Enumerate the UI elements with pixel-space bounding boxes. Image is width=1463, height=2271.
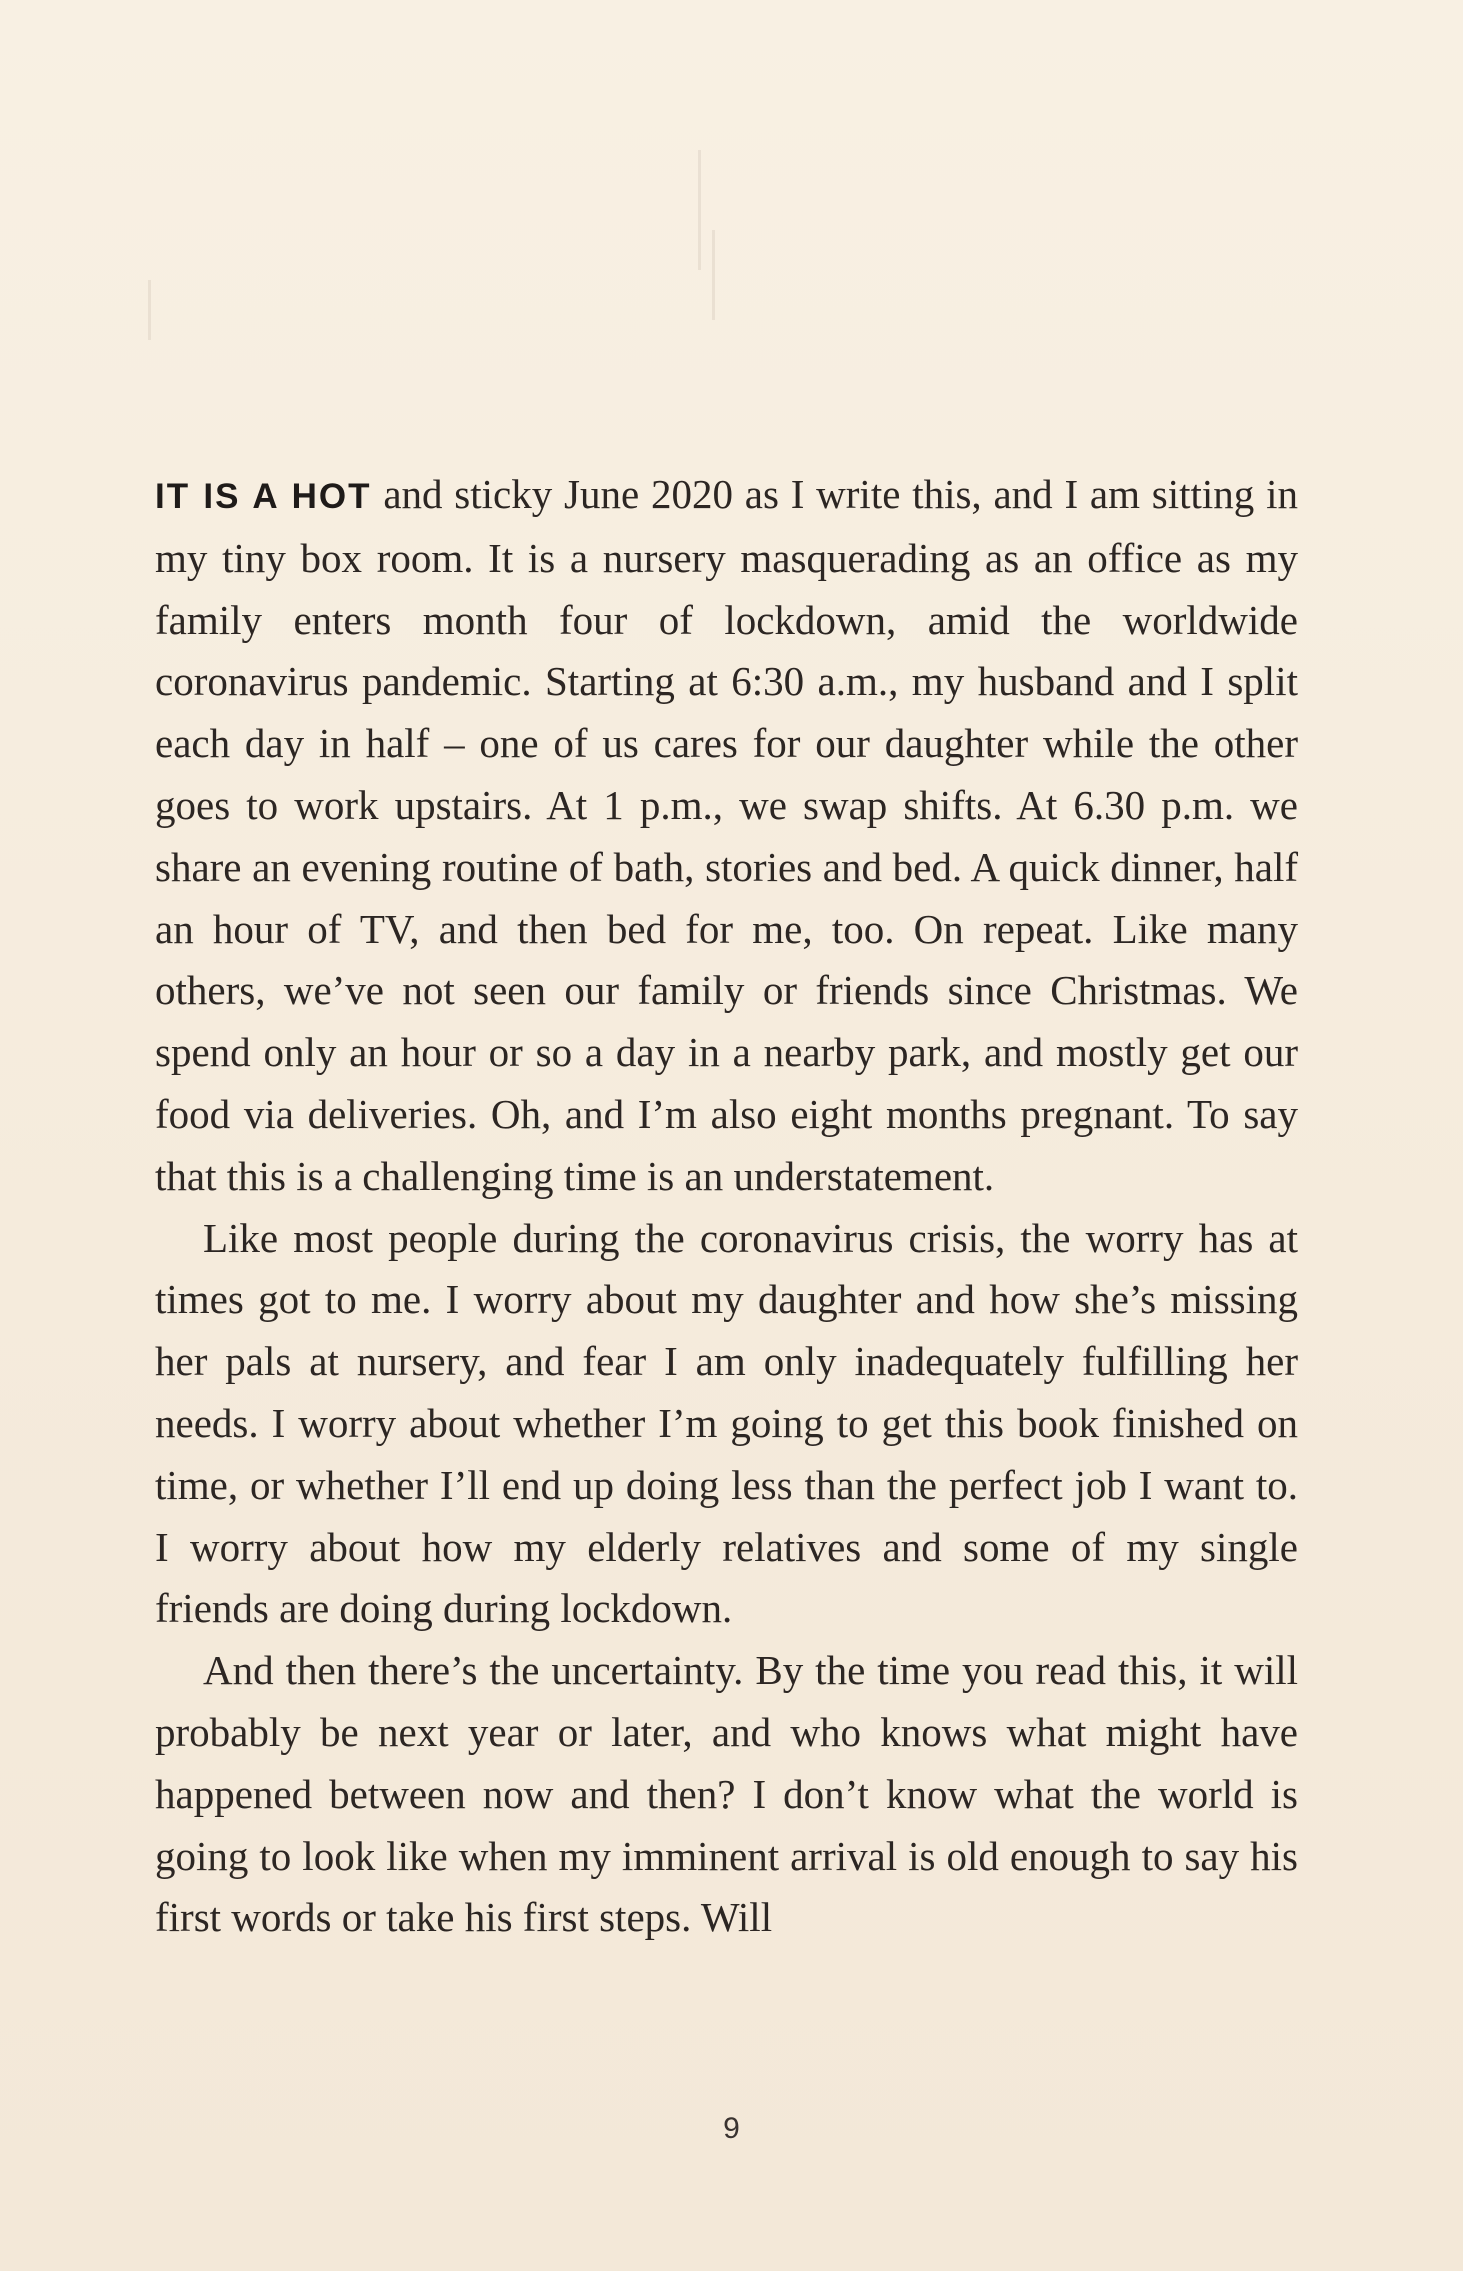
chapter-lead-in: IT IS A HOT [155, 477, 372, 516]
paragraph-1-text: and sticky June 2020 as I write this, and I am sitting in my tiny box room. It is a nursery masquerading as an office as my family enters month four of lockdown, amid the worldwide coronavirus pandemic. Starting at 6:30 a.m., my husband and I split each day in half – one of us cares for our daughter while the other goes to work upstairs. At 1 p.m., we swap shifts. At 6.30 p.m. we share an evening routine of bath, stories and bed. A quick dinner, half an hour of TV, and then bed for me, too. On repeat. Like many others, we’ve not seen our family or friends since Christmas. We spend only an hour or so a day in a nearby park, and mostly get our food via deliveries. Oh, and I’m also eight months pregnant. To say that this is a challenging time is an understatement. [155, 471, 1298, 1199]
show-through-mark [148, 280, 151, 340]
show-through-mark [698, 150, 701, 270]
paragraph-2: Like most people during the coronavirus crisis, the worry has at times got to me. I worry about my daughter and how she’s missing her pals at nursery, and fear I am only inadequately fulfilling her needs. I worry about whether I’m going to get this book finished on time, or whether I’ll end up doing less than the perfect job I want to. I worry about how my elderly relatives and some of my single friends are doing during lockdown. [155, 1214, 1298, 1632]
paragraph-3: And then there’s the uncertainty. By the time you read this, it will probably be next year or later, and who knows what might have happened between now and then? I don’t know what the world is going to look like when my imminent arrival is old enough to say his first words or take his first steps. Will [155, 1647, 1298, 1941]
body-text [155, 464, 1298, 1949]
paragraph-1 [155, 464, 1298, 1208]
show-through-mark [712, 230, 715, 320]
page-number: 9 [723, 2112, 740, 2145]
